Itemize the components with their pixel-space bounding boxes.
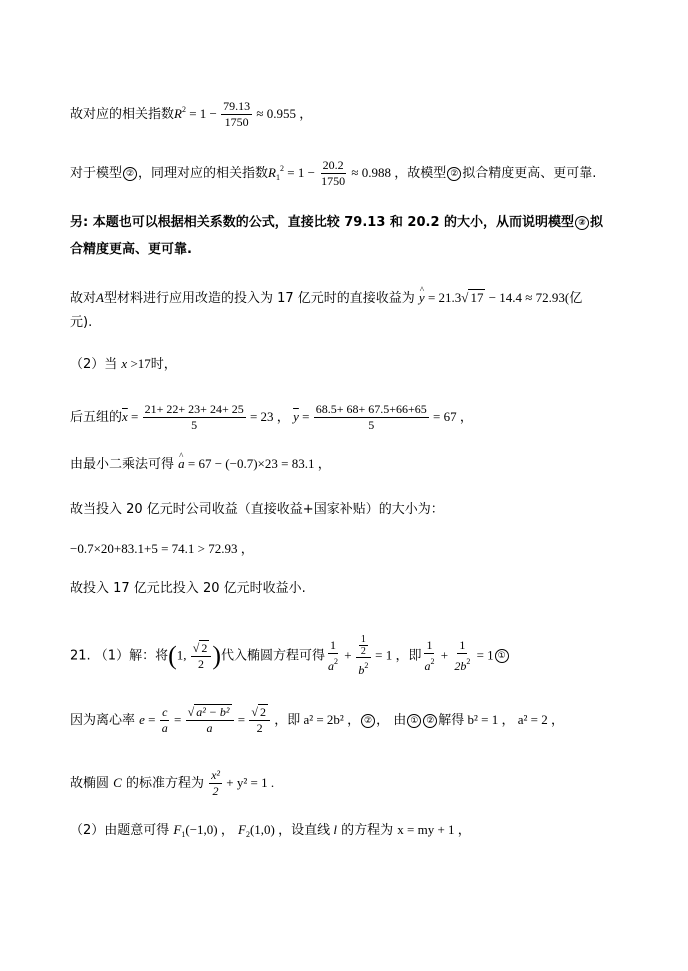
note-bold-2: 合精度更高、更可靠.: [70, 242, 192, 257]
fraction: $\frac{1}{a^2}$: [424, 638, 435, 673]
fraction: $\frac{√ 2}{2}$: [191, 641, 212, 672]
line-direct-revenue-unit: 元).: [70, 315, 93, 330]
line-eccentricity: 因为离心率 e = $\frac{c}{a}$ = $\frac{\text{√ a² − b²}}{a}$ = $\frac{√ 2}{2}$ ，即 a² = 2b² ， ② ， 由 ① ② 解得 b² = 1 ， a² = 2 ，: [70, 705, 564, 735]
fraction: $\frac{c}{a}$: [161, 705, 168, 735]
line-part2-setup: （2）由题意可得 $F_1(-1,0)$ ， $F_2(1,0)$ ，设直线 l 的方程为 x = my + 1 ，: [70, 822, 471, 839]
line-q21-ellipse: 21. （1）解：将(1, $\frac{√ 2}{2}$ )代入椭圆方程可得 $\frac{1}{a^2}$ + $\frac{\frac{1}{2}}{b^2}$ = 1 ，即 $\frac{1}{a^2}$ + $\frac{1}{2b^2}$ = 1 ①: [70, 634, 510, 678]
line-conclusion: 故投入 17 亿元比投入 20 亿元时收益小.: [70, 581, 306, 596]
line-direct-revenue: 故对A型材料进行应用改造的投入为 17 亿元时的直接收益为 ^ y = 21.3√ 17 − 14.4 ≈ 72.93(亿: [70, 288, 582, 309]
fraction: $\frac{79.13}{1750}$: [223, 99, 251, 129]
line-r2-model1: 故对应的相关指数$R^2 = 1$ − $\frac{79.13}{1750}$ ≈ 0.955 ，: [70, 99, 313, 129]
fraction: $\frac{\text{x²}}{2}$: [211, 768, 221, 798]
fraction: $\frac{1}{2b^2}$: [454, 638, 471, 673]
line-total-revenue-calc: −0.7×20+83.1+5 = 74.1 > 72.93 ，: [70, 541, 254, 556]
fraction: $\frac{21+ 22+ 23+ 24+ 25}{5}$: [144, 402, 244, 432]
line-means: 后五组的$\overline{x}$ = $\frac{21+ 22+ 23+ 24+ 25}{5}$ = 23 ， $\overline{y}$ = $\frac{68.5+ 68+ 67.5+66+65}{5}$ = 67 ，: [70, 402, 473, 432]
line-least-squares: 由最小二乘法可得 ^ a = 67 − (−0.7)×23 = 83.1 ，: [70, 454, 331, 475]
fraction: $\frac{\frac{1}{2}}{b^2}$: [356, 634, 371, 678]
note-bold-1: 另: 本题也可以根据相关系数的公式，直接比较 79.13 和 20.2 的大小，从而说明模型 ② 拟: [70, 215, 604, 230]
line-part2-condition: （2）当 x >17时，: [70, 356, 177, 372]
fraction: $\frac{\text{√ a² − b²}}{a}$: [186, 705, 234, 736]
line-total-revenue-intro: 故当投入 20 亿元时公司收益（直接收益+国家补贴）的大小为：: [70, 502, 444, 517]
fraction: $\frac{20.2}{1750}$: [321, 158, 346, 188]
line-r2-model2: 对于模型 ② ，同理对应的相关指数$R_1^2 = 1$ − $\frac{20.2}{1750}$ ≈ 0.988 ，故模型 ② 拟合精度更高、更可靠.: [70, 158, 597, 188]
fraction: $\frac{√ 2}{2}$: [249, 705, 270, 736]
fraction: $\frac{68.5+ 68+ 67.5+66+65}{5}$: [315, 402, 427, 432]
fraction: $\frac{1}{a^2}$: [328, 638, 339, 673]
line-standard-equation: 故椭圆 C 的标准方程为 $\frac{\text{x²}}{2}$ + y² = 1 .: [70, 768, 275, 798]
